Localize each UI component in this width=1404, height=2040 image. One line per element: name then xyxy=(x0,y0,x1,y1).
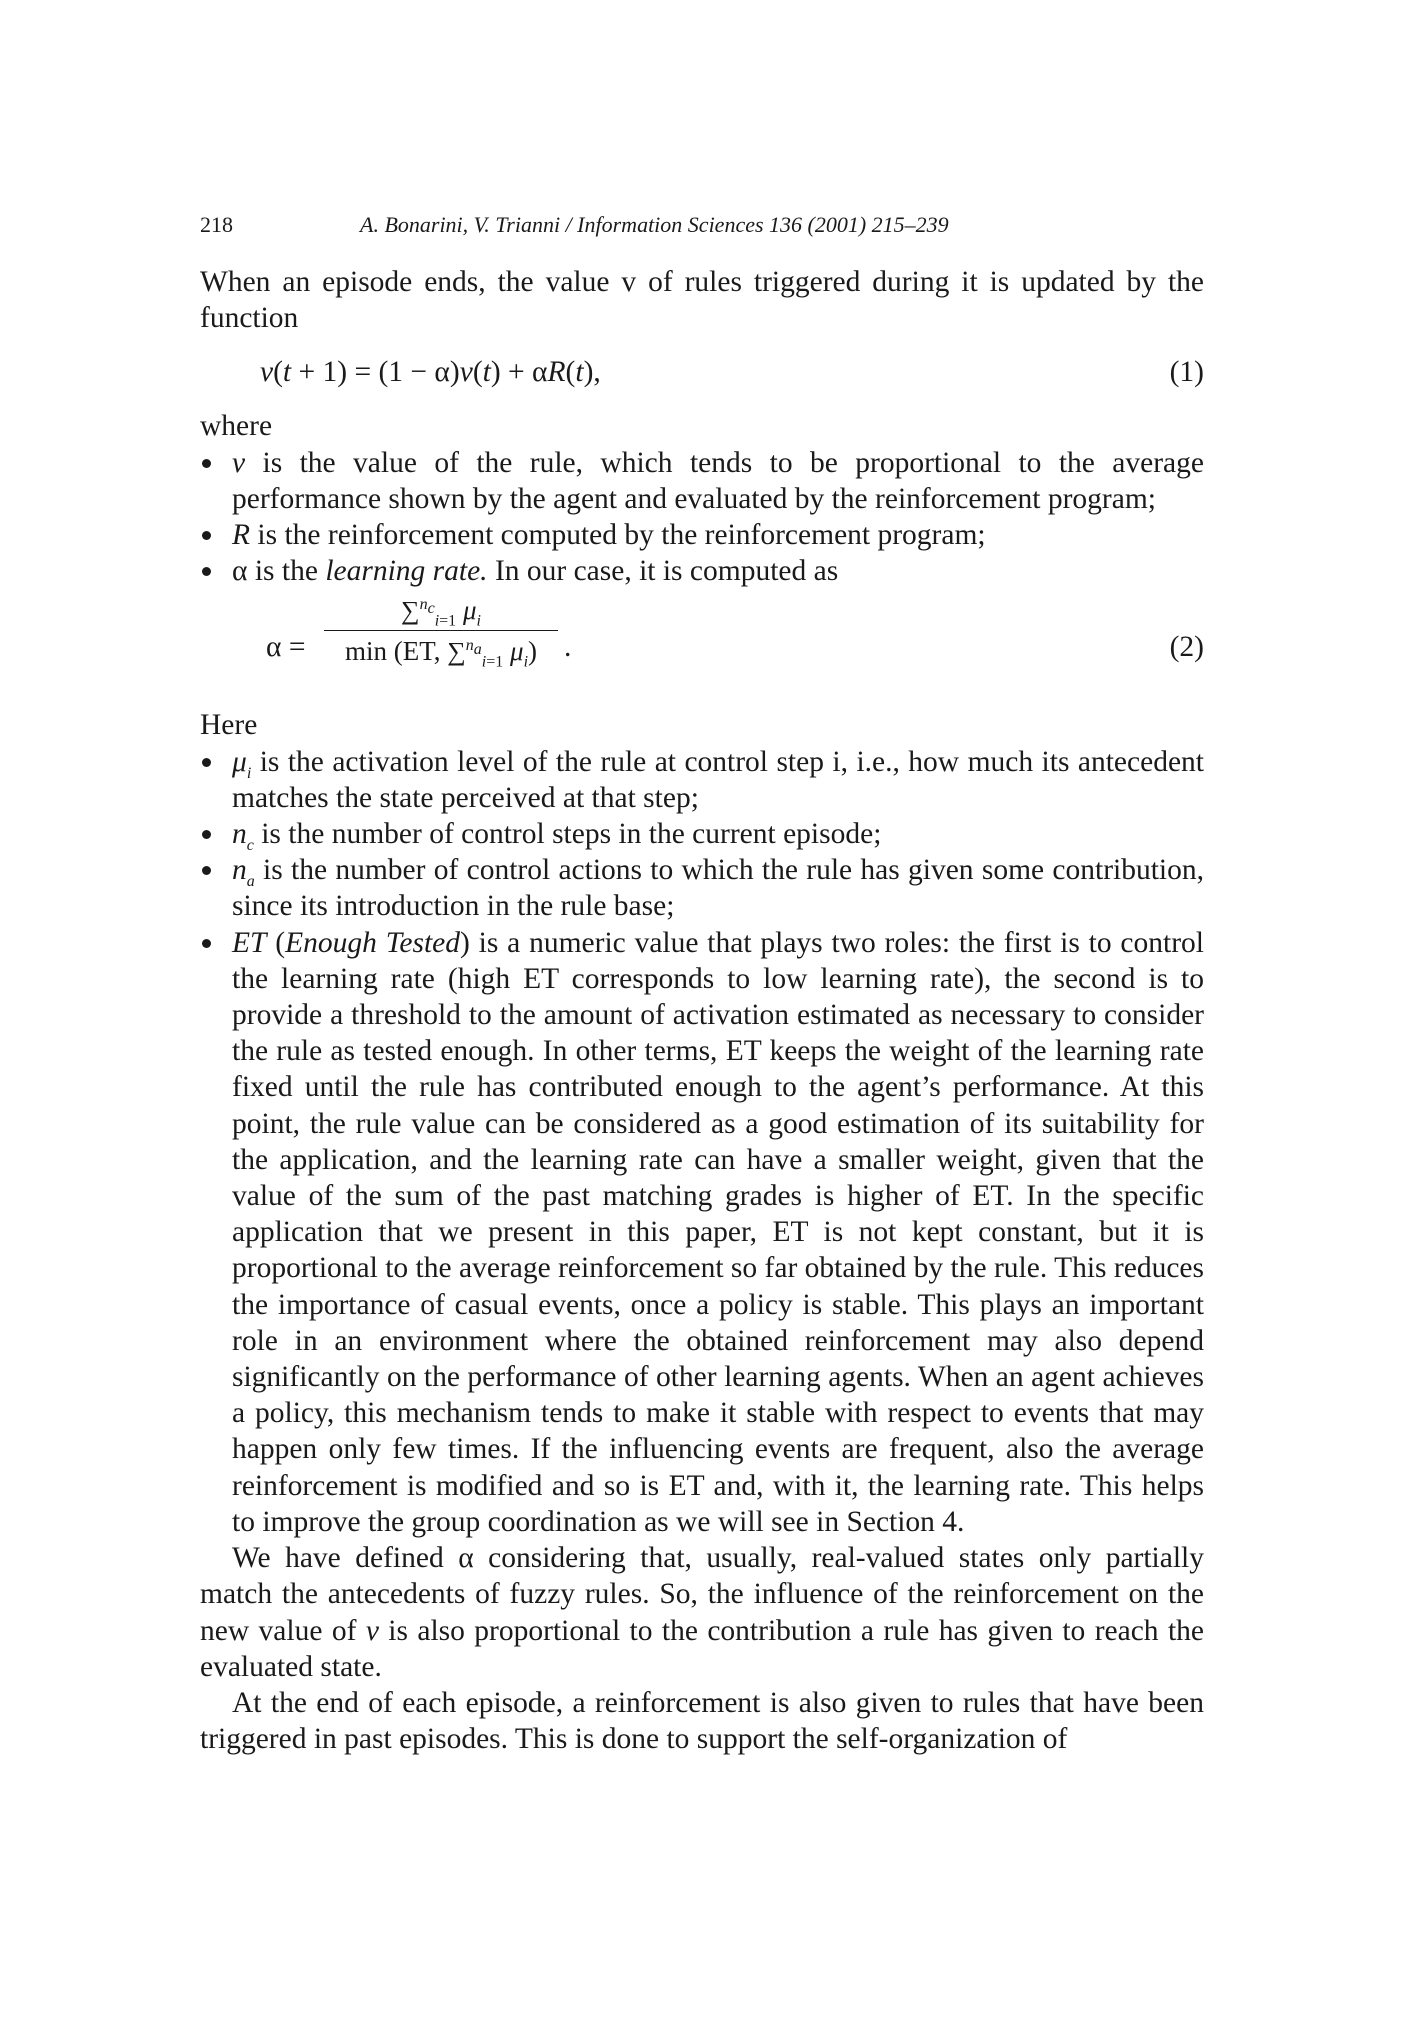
here-label: Here xyxy=(200,709,258,742)
equation-2-lhs: α = xyxy=(266,631,306,664)
equation-2-denominator: min (ET, ∑$^{n_a}_{i=1}$ $\mu_i$) xyxy=(344,636,538,671)
equation-1-number: (1) xyxy=(1169,356,1204,389)
list-item: ET (Enough Tested) is a numeric value that plays two roles: the first is to control the learning rate (high ET corresponds to low learning rate), the second is to provide a threshold to the amount of activation estimated as necessary to consider the rule as tested enough. In other terms, ET keeps the weight of the learning rate fixed until the rule has contributed enough to the agent’s performance. At this point, the rule value can be considered as a good estimation of its suitability for the application, and the learning rate can have a smaller weight, given that the value of the sum of the past matching grades is higher of ET. In the specific application that we present in this paper, ET is not kept constant, but it is proportional to the average reinforcement so far obtained by the rule. This reduces the importance of casual events, once a policy is stable. This plays an important role in an environment where the obtained reinforcement may also depend significantly on the performance of other learning agents. When an agent achieves a policy, this mechanism tends to make it stable with respect to events that may happen only few times. If the influencing events are frequent, also the average reinforcement is modified and so is ET and, with it, the learning rate. This helps to improve the group coordination as we will see in Section 4. xyxy=(200,925,1204,1540)
page-number: 218 xyxy=(200,212,233,237)
list-item: α is the learning rate. In our case, it is computed as xyxy=(200,553,1204,589)
fraction-bar xyxy=(324,630,558,631)
where-label: where xyxy=(200,410,273,443)
list-item: v is the value of the rule, which tends to be proportional to the average performance shown by the agent and evaluated by the reinforcement program; xyxy=(200,445,1204,517)
equation-2-number: (2) xyxy=(1169,631,1204,664)
equation-2-numerator: ∑$^{n_c}_{i=1}$ $\mu_i$ xyxy=(401,595,481,630)
equation-2 xyxy=(200,589,1204,707)
equation-1-formula: v(t + 1) = (1 − α)v(t) + αR(t), xyxy=(260,356,601,389)
journal-citation: A. Bonarini, V. Trianni / Information Sciences 136 (2001) 215–239 xyxy=(360,212,949,237)
list-item: $\mu_i$ is the activation level of the rule at control step i, i.e., how much its antecedent matches the state perceived at that step; xyxy=(200,744,1204,816)
paragraph-episode-end: At the end of each episode, a reinforcement is also given to rules that have been triggered in past episodes. This is done to support the self-organization of xyxy=(200,1686,1204,1756)
definition-list-1 xyxy=(200,445,1204,590)
equation-2-period: . xyxy=(564,631,572,664)
list-item: R is the reinforcement computed by the reinforcement program; xyxy=(200,517,1204,553)
equation-2-fraction xyxy=(324,593,558,670)
intro-paragraph: When an episode ends, the value v of rules triggered during it is updated by the function xyxy=(200,266,1204,335)
list-item: $n_a$ is the number of control actions to which the rule has given some contribution, since its introduction in the rule base; xyxy=(200,852,1204,924)
list-item: $n_c$ is the number of control steps in the current episode; xyxy=(200,816,1204,852)
body-text xyxy=(200,264,1204,1757)
paragraph-alpha: We have defined α considering that, usually, real-valued states only partially match the antecedents of fuzzy rules. So, the influence of the reinforcement on the new value of v is also proportional to the contribution a rule has given to reach the evaluated state. xyxy=(200,1542,1204,1683)
equation-1 xyxy=(200,336,1204,408)
definition-list-2 xyxy=(200,744,1204,1540)
